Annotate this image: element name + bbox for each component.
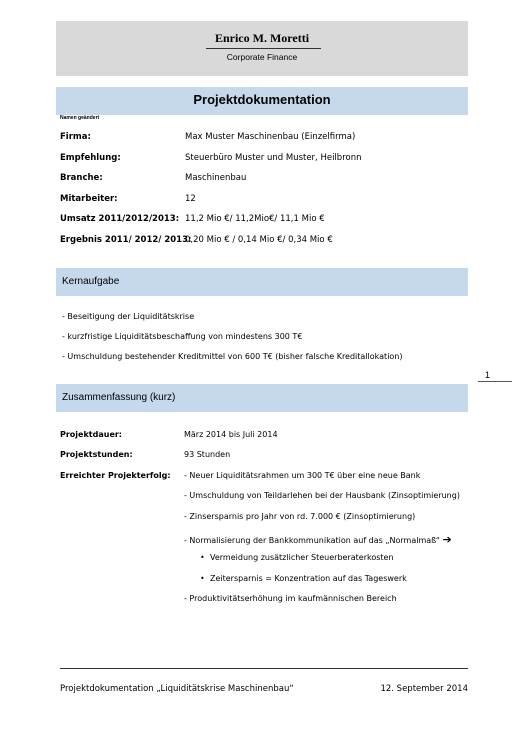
company-name: Corporate Finance (226, 52, 298, 62)
section-heading: Kernaufgabe (62, 276, 120, 287)
section-band-zusammenfassung (56, 384, 468, 412)
author-name: Enrico M. Moretti (214, 31, 310, 45)
page-number: 1 (485, 370, 491, 380)
info-value: Max Muster Maschinenbau (Einzelfirma) (185, 132, 356, 142)
sub-list-item (200, 553, 394, 562)
sub-list-text: Vermeidung zusätzlicher Steuerberaterkosten (210, 553, 394, 562)
bullet-dot-icon: • (200, 574, 205, 583)
list-item: - Beseitigung der Liquiditätskrise (62, 312, 195, 321)
names-changed-note: Namen geändert (60, 115, 100, 121)
arrow-right-icon: ➔ (442, 533, 452, 546)
list-item: - Umschuldung bestehender Kreditmittel von 600 T€ (bisher falsche Kreditallokation) (62, 352, 403, 361)
info-value: 11,2 Mio €/ 11,2Mio€/ 11,1 Mio € (185, 214, 325, 224)
footer-divider (60, 668, 468, 669)
info-label: Branche: (60, 173, 103, 183)
section-band-kernaufgabe (56, 268, 468, 296)
footer-date: 12. September 2014 (380, 684, 468, 694)
list-item: - kurzfristige Liquiditätsbeschaffung von mindestens 300 T€ (62, 332, 303, 341)
summary-value: 93 Stunden (184, 450, 231, 459)
summary-value: - Neuer Liquiditätsrahmen um 300 T€ über eine neue Bank (184, 471, 421, 480)
info-value: Steuerbüro Muster und Muster, Heilbronn (185, 153, 362, 163)
section-heading: Zusammenfassung (kurz) (62, 392, 176, 403)
list-item-with-arrow (184, 533, 452, 546)
list-item-text: - Normalisierung der Bankkommunikation auf das „Normalmaß“ (184, 536, 440, 545)
list-item: - Zinsersparnis pro Jahr von rd. 7.000 € (Zinsoptimierung) (184, 512, 416, 521)
summary-row-dauer (60, 430, 122, 439)
info-label: Firma: (60, 132, 91, 142)
info-label: Mitarbeiter: (60, 194, 118, 204)
summary-label: Projektstunden: (60, 450, 133, 459)
footer-document-title: Projektdokumentation „Liquiditätskrise Maschinenbau“ (60, 684, 294, 694)
info-value: Maschinenbau (185, 173, 247, 183)
summary-label: Projektdauer: (60, 430, 123, 439)
list-item: - Umschuldung von Teildarlehen bei der Hausbank (Zinsoptimierung) (184, 491, 460, 500)
info-value: 12 (185, 194, 196, 204)
bullet-dot-icon: • (200, 553, 205, 562)
sub-list-item (200, 574, 407, 583)
title-band (56, 87, 468, 115)
summary-row-stunden (60, 450, 133, 459)
list-item: - Produktivitätserhöhung im kaufmännischen Bereich (184, 594, 397, 603)
info-label: Umsatz 2011/2012/2013: (60, 214, 180, 224)
page-title: Projektdokumentation (193, 92, 331, 107)
info-label: Ergebnis 2011/ 2012/ 2013: (60, 235, 192, 245)
author-underline (206, 48, 321, 49)
info-value: 0,20 Mio € / 0,14 Mio €/ 0,34 Mio € (185, 235, 333, 245)
letterhead (56, 21, 468, 76)
page-number-line (478, 381, 512, 382)
info-label: Empfehlung: (60, 153, 121, 163)
sub-list-text: Zeitersparnis = Konzentration auf das Tageswerk (210, 574, 407, 583)
summary-value: März 2014 bis Juli 2014 (184, 430, 278, 439)
summary-label: Erreichter Projekterfolg: (60, 471, 171, 480)
summary-row-erfolg (60, 471, 171, 480)
